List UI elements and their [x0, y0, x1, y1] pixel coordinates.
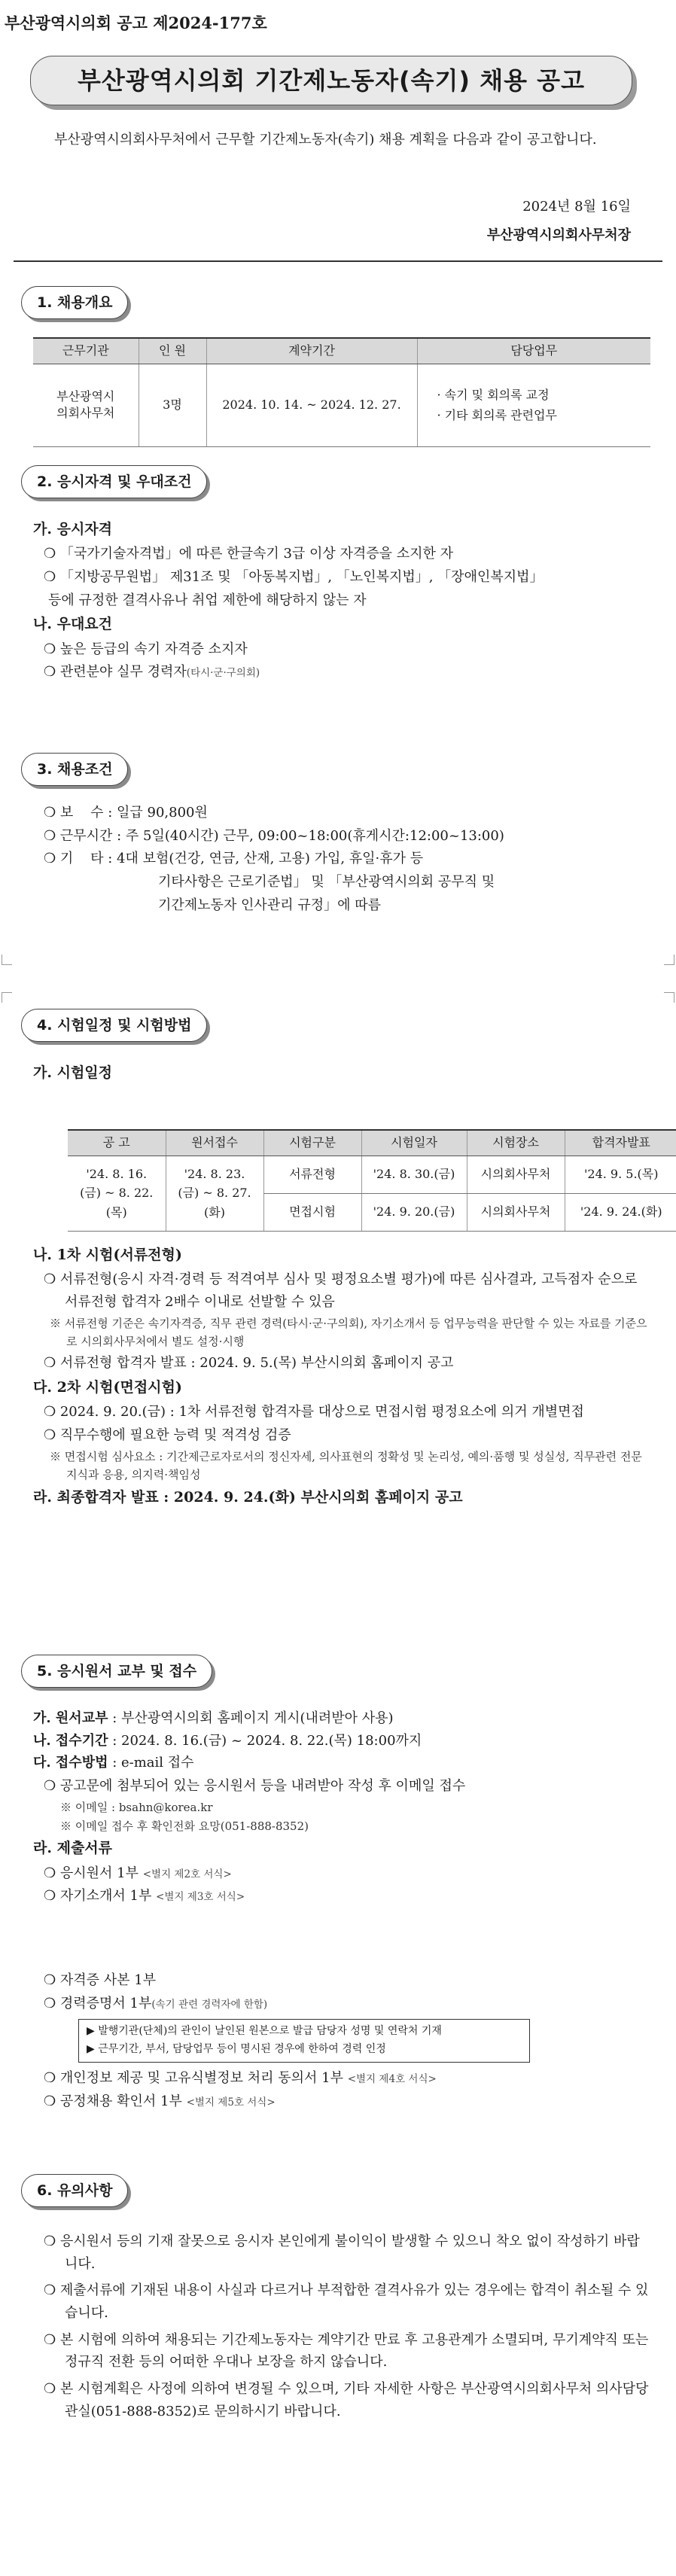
career-note-box: [78, 2019, 530, 2063]
doc-text: ❍ 경력증명서 1부: [44, 1995, 152, 2011]
doc-form: <별지 제5호 서식>: [186, 2096, 276, 2109]
list-item: ❍ 높은 등급의 속기 자격증 소지자: [44, 641, 248, 657]
table-header: 인 원: [139, 338, 206, 364]
list-item: ❍ 서류전형 합격자 발표 : 2024. 9. 5.(목) 부산시의회 홈페이지 공고: [44, 1355, 454, 1372]
document-item: [44, 1885, 650, 1908]
final-announcement: 라. 최종합격자 발표 : 2024. 9. 24.(화) 부산시의회 홈페이지 공고: [33, 1489, 463, 1506]
table-header: 합격자발표: [565, 1130, 676, 1156]
subheading: 가. 시험일정: [33, 1064, 112, 1081]
table-cell-period: 2024. 10. 14. ~ 2024. 12. 27.: [206, 364, 417, 446]
notice-number: 부산광역시의회 공고 제2024-177호: [5, 14, 267, 32]
subheading: 다. 2차 시험(면접시험): [33, 1378, 182, 1396]
text: : e-mail 접수: [108, 1755, 194, 1771]
section-6-body: [33, 2230, 650, 2428]
section-4-body: [33, 1242, 650, 1511]
doc-text: ❍ 공정채용 확인서 1부: [44, 2093, 182, 2109]
hours-line: ❍ 근무시간 : 주 5일(40시간) 근무, 09:00~18:00(휴게시간:12:00~13:00): [44, 827, 504, 844]
caution-item: ❍ 응시원서 등의 기재 잘못으로 응시자 본인에게 불이익이 발생할 수 있으니 착오 없이 작성하기 바랍니다.: [44, 2233, 640, 2272]
note: ※ 서류전형 기준은 속기자격증, 직무 관련 경력(타시·군·구의회), 자기소개서 등 업무능력을 판단할 수 있는 자료를 기준으로 시의회사무처에서 별도 설정·시행: [50, 1316, 647, 1349]
table-header: 시험일자: [361, 1130, 467, 1156]
method-line: [33, 1752, 650, 1774]
table-cell-place: 시의회사무처: [467, 1156, 565, 1193]
note: ※ 면접시험 심사요소 : 기간제근로자로서의 정신자세, 의사표현의 정확성 및 논리성, 예의·품행 및 성실성, 직무관련 전문지식과 응용, 의지력·책임성: [50, 1449, 642, 1482]
subheading: 가. 응시자격: [33, 521, 112, 537]
doc-form: <별지 제4호 서식>: [347, 2072, 437, 2085]
table-cell-result: '24. 9. 5.(목): [565, 1156, 676, 1193]
document-item: [44, 2090, 650, 2113]
box-line: ▶ 발행기관(단체)의 관인이 날인된 원본으로 발급 담당자 성명 및 연락처 기재: [87, 2025, 442, 2038]
table-header: 계약기간: [206, 338, 417, 364]
crop-mark: [2, 992, 12, 1003]
table-cell-date: '24. 9. 20.(금): [361, 1193, 467, 1231]
list-item-continuation: 등에 규정한 결격사유나 취업 제한에 해당하지 않는 자: [48, 592, 367, 608]
table-header: 시험장소: [467, 1130, 565, 1156]
list-item: ❍ 직무수행에 필요한 능력 및 적격성 검증: [44, 1427, 291, 1443]
doc-text: ❍ 자기소개서 1부: [44, 1888, 152, 1905]
schedule-subheading-wrap: [33, 1060, 650, 1086]
table-header: 담당업무: [417, 338, 650, 364]
table-cell-duties: [417, 364, 650, 446]
table-cell-apply-period: '24. 8. 23.(금) ~ 8. 27.(화): [166, 1156, 263, 1231]
list-note: (타시·군·구의회): [186, 667, 260, 680]
section-6-title: 6. 유의사항: [21, 2174, 128, 2207]
section-1-title: 1. 채용개요: [21, 286, 128, 319]
document-item: [44, 1993, 650, 2015]
duty-item: · 기타 회의록 관련업무: [437, 408, 557, 422]
application-line: [33, 1707, 650, 1730]
subheading: 라. 제출서류: [33, 1840, 112, 1857]
doc-form: <별지 제3호 서식>: [156, 1891, 245, 1904]
section-4-title: 4. 시험일정 및 시험방법: [21, 1009, 207, 1042]
caution-item: ❍ 본 시험계획은 사정에 의하여 변경될 수 있으며, 기타 자세한 사항은 부산광역시의회사무처 의사담당관실(051-888-8352)로 문의하시기 바랍니다.: [44, 2381, 649, 2419]
section-5-body: [33, 1707, 650, 2113]
list-item: ❍ 2024. 9. 20.(금) : 1차 서류전형 합격자를 대상으로 면접시험 평정요소에 의거 개별면접: [44, 1404, 584, 1420]
etc-line: ❍ 기 타 : 4대 보험(건강, 연금, 산재, 고용) 가입, 휴일·휴가 등: [44, 851, 424, 867]
header-divider: [14, 260, 662, 262]
box-line: ▶ 근무기간, 부서, 담당업무 등이 명시된 경우에 한하여 경력 인정: [87, 2043, 386, 2056]
doc-note: (속기 관련 경력자에 한함): [151, 1998, 268, 2011]
table-cell-count: 3명: [139, 364, 206, 446]
label: 다. 접수방법: [33, 1755, 108, 1771]
section-3-body: [33, 801, 650, 917]
etc-line-continuation: 기타사항은 근로기준법」 및 「부산광역시의회 공무직 및: [158, 874, 495, 891]
caution-item: ❍ 본 시험에 의하여 채용되는 기간제노동자는 계약기간 만료 후 고용관계가 소멸되며, 무기계약직 또는 정규직 전환 등의 어떠한 우대나 보장을 하지 않습니다.: [44, 2331, 649, 2370]
schedule-table: [68, 1129, 676, 1232]
document-item: [44, 1862, 650, 1885]
table-cell-result: '24. 9. 24.(화): [565, 1193, 676, 1231]
doc-text: ❍ 개인정보 제공 및 고유식별정보 처리 동의서 1부: [44, 2069, 344, 2086]
caution-item: ❍ 제출서류에 기재된 내용이 사실과 다르거나 부적합한 결격사유가 있는 경우에는 합격이 취소될 수 있습니다.: [44, 2282, 649, 2322]
table-cell-type: 서류전형: [263, 1156, 361, 1193]
email-note: ※ 이메일 : bsahn@korea.kr: [60, 1800, 213, 1814]
text: : 2024. 8. 16.(금) ~ 2024. 8. 22.(목) 18:00까지: [108, 1732, 422, 1749]
table-cell-agency: 부산광역시 의회사무처: [33, 364, 139, 446]
spacer: [33, 1908, 650, 1969]
pay-line: ❍ 보 수 : 일급 90,800원: [44, 805, 208, 821]
table-header: 원서접수: [166, 1130, 263, 1156]
table-cell-notice-period: '24. 8. 16.(금) ~ 8. 22.(목): [68, 1156, 166, 1231]
table-cell-date: '24. 8. 30.(금): [361, 1156, 467, 1193]
signer: 부산광역시의회사무처장: [486, 227, 631, 243]
page-title: 부산광역시의회 기간제노동자(속기) 채용 공고: [30, 56, 632, 105]
document-item: ❍ 자격증 사본 1부: [44, 1972, 157, 1988]
etc-line-continuation: 기간제노동자 인사관리 규정」에 따름: [158, 897, 381, 913]
table-cell-type: 면접시험: [263, 1193, 361, 1231]
period-line: [33, 1730, 650, 1752]
table-header: 공 고: [68, 1130, 166, 1156]
subheading: 나. 1차 시험(서류전형): [33, 1247, 182, 1263]
table-header: 시험구분: [263, 1130, 361, 1156]
document-item: [44, 2067, 650, 2090]
label: 가. 원서교부: [33, 1710, 108, 1726]
list-item: ❍ 공고문에 첨부되어 있는 응시원서 등을 내려받아 작성 후 이메일 접수: [44, 1778, 466, 1795]
list-item: ❍ 「지방공무원법」 제31조 및 「아동복지법」, 「노인복지법」, 「장애인복지법」: [44, 569, 544, 586]
intro-text: 부산광역시의회사무처에서 근무할 기간제노동자(속기) 채용 계획을 다음과 같이 공고합니다.: [54, 132, 597, 148]
section-2-body: [33, 516, 650, 684]
overview-table: [33, 337, 650, 447]
list-item: [44, 661, 650, 684]
announcement-date: 2024년 8월 16일: [522, 199, 631, 215]
crop-mark: [664, 992, 674, 1003]
section-2-title: 2. 응시자격 및 우대조건: [21, 465, 207, 498]
crop-mark: [664, 955, 674, 965]
section-3-title: 3. 채용조건: [21, 753, 128, 786]
table-header: 근무기관: [33, 338, 139, 364]
phone-note: ※ 이메일 접수 후 확인전화 요망(051-888-8352): [60, 1819, 309, 1833]
table-cell-place: 시의회사무처: [467, 1193, 565, 1231]
subheading: 나. 우대요건: [33, 616, 112, 633]
doc-form: <별지 제2호 서식>: [142, 1868, 232, 1880]
duty-item: · 속기 및 회의록 교정: [437, 387, 550, 402]
list-text: ❍ 관련분야 실무 경력자: [44, 664, 187, 681]
doc-text: ❍ 응시원서 1부: [44, 1865, 139, 1881]
label: 나. 접수기간: [33, 1732, 108, 1749]
crop-mark: [2, 955, 12, 965]
section-5-title: 5. 응시원서 교부 및 접수: [21, 1655, 212, 1688]
list-item: ❍ 서류전형(응시 자격·경력 등 적격여부 심사 및 평정요소별 평가)에 따른 심사결과, 고득점자 순으로 서류전형 합격자 2배수 이내로 선발할 수 있음: [44, 1271, 638, 1311]
text: : 부산광역시의회 홈페이지 게시(내려받아 사용): [108, 1710, 394, 1726]
list-item: ❍ 「국가기술자격법」에 따른 한글속기 3급 이상 자격증을 소지한 자: [44, 546, 454, 562]
